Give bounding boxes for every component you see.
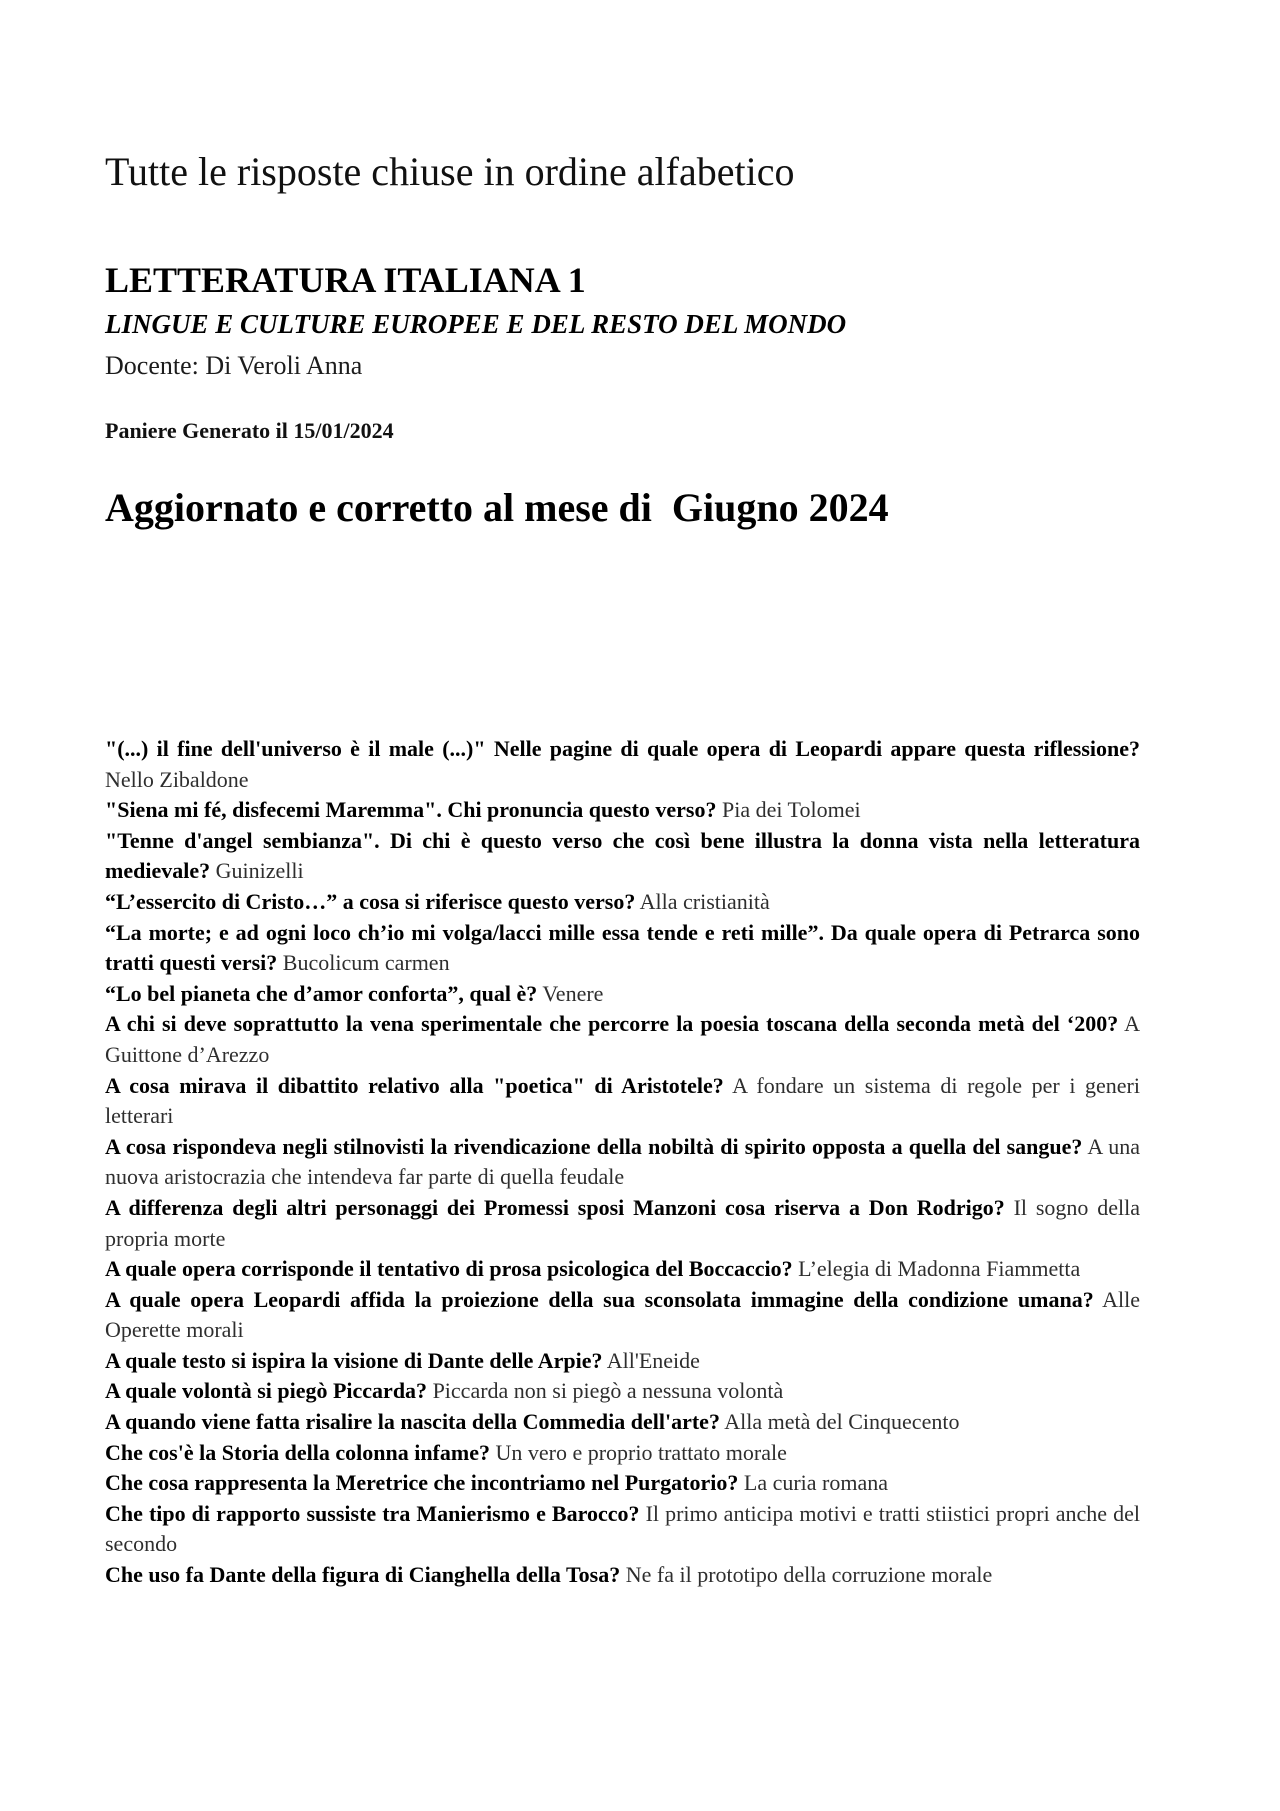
qa-item [105, 826, 1140, 887]
answer-text: A Guittone d’Arezzo [105, 1011, 1140, 1067]
question-text: "Siena mi fé, disfecemi Maremma". Chi pronuncia questo verso? [105, 797, 717, 823]
answer-text: Venere [542, 980, 604, 1006]
answer-text: Pia dei Tolomei [721, 797, 861, 823]
qa-item [105, 734, 1140, 795]
question-text: A quale volontà si piegò Piccarda? [105, 1378, 428, 1404]
question-text: A quale opera corrisponde il tentativo di prosa psicologica del Boccaccio? [105, 1256, 793, 1282]
qa-item [105, 1560, 1140, 1591]
qa-item [105, 979, 1140, 1010]
answer-text: A fondare un sistema di regole per i generi letterari [105, 1072, 1140, 1129]
question-text: A cosa mirava il dibattito relativo alla "poetica" di Aristotele? [105, 1072, 724, 1098]
question-text: A cosa rispondeva negli stilnovisti la rivendicazione della nobiltà di spirito opposta a quella del sangue? [105, 1133, 1083, 1159]
qa-item [105, 1376, 1140, 1407]
question-text: A quale opera Leopardi affida la proiezione della sua sconsolata immagine della condizione umana? [105, 1286, 1094, 1312]
question-text: Che cosa rappresenta la Meretrice che incontriamo nel Purgatorio? [105, 1470, 739, 1496]
question-text: A quale testo si ispira la visione di Dante delle Arpie? [105, 1347, 603, 1373]
qa-list [105, 734, 1140, 1591]
qa-item [105, 1132, 1140, 1193]
answer-text: Alla metà del Cinquecento [724, 1409, 960, 1435]
answer-text: Ne fa il prototipo della corruzione morale [625, 1562, 993, 1588]
question-text: Che tipo di rapporto sussiste tra Manierismo e Barocco? [105, 1500, 640, 1526]
answer-text: Bucolicum carmen [282, 950, 450, 976]
question-text: “L’essercito di Cristo…” a cosa si riferisce questo verso? [105, 888, 636, 914]
qa-item [105, 1438, 1140, 1469]
qa-item [105, 1009, 1140, 1070]
qa-item [105, 1285, 1140, 1346]
question-text: A quando viene fatta risalire la nascita della Commedia dell'arte? [105, 1409, 720, 1435]
question-text: A differenza degli altri personaggi dei Promessi sposi Manzoni cosa riserva a Don Rodrigo? [105, 1194, 1005, 1220]
qa-item [105, 795, 1140, 826]
qa-item [105, 1071, 1140, 1132]
qa-item [105, 887, 1140, 918]
answer-text: Nello Zibaldone [105, 766, 249, 792]
course-subtitle: LINGUE E CULTURE EUROPEE E DEL RESTO DEL MONDO [105, 309, 847, 340]
qa-item [105, 1193, 1140, 1254]
question-text: “Lo bel pianeta che d’amor conforta”, qual è? [105, 980, 538, 1006]
qa-item [105, 1468, 1140, 1499]
qa-item [105, 1407, 1140, 1438]
answer-text: Piccarda non si piegò a nessuna volontà [432, 1378, 784, 1404]
answer-text: Il primo anticipa motivi e tratti stiistici propri anche del secondo [105, 1500, 1140, 1557]
question-text: Che cos'è la Storia della colonna infame? [105, 1439, 490, 1465]
qa-item [105, 1499, 1140, 1560]
question-text: “La morte; e ad ogni loco ch’io mi volga/lacci mille essa tende e reti mille”. Da quale opera di Petrarca sono tratti questi versi? [105, 919, 1140, 976]
answer-text: All'Eneide [606, 1347, 700, 1373]
answer-text: Alle Operette morali [105, 1286, 1140, 1343]
question-text: Che uso fa Dante della figura di Cianghella della Tosa? [105, 1562, 621, 1588]
course-title: LETTERATURA ITALIANA 1 [105, 260, 586, 300]
answer-text: A una nuova aristocrazia che intendeva far parte di quella feudale [105, 1133, 1140, 1190]
generated-date-line: Paniere Generato il 15/01/2024 [105, 417, 394, 443]
page-title: Tutte le risposte chiuse in ordine alfabetico [105, 149, 795, 194]
answer-text: La curia romana [743, 1470, 889, 1496]
qa-item [105, 1346, 1140, 1377]
question-text: "Tenne d'angel sembianza". Di chi è questo verso che così bene illustra la donna vista nella letteratura medievale? [105, 827, 1140, 884]
qa-item [105, 918, 1140, 979]
question-text: "(...) il fine dell'universo è il male (...)" Nelle pagine di quale opera di Leopardi appare questa riflessione? [105, 736, 1140, 762]
teacher-line: Docente: Di Veroli Anna [105, 351, 363, 381]
qa-item [105, 1254, 1140, 1285]
question-text: A chi si deve soprattutto la vena sperimentale che percorre la poesia toscana della seconda metà del ‘200? [105, 1011, 1119, 1037]
answer-text: Alla cristianità [639, 888, 770, 914]
answer-text: L’elegia di Madonna Fiammetta [798, 1256, 1081, 1282]
answer-text: Il sogno della propria morte [105, 1194, 1140, 1251]
answer-text: Guinizelli [215, 858, 304, 884]
updated-heading: Aggiornato e corretto al mese di Giugno 2024 [105, 485, 889, 531]
answer-text: Un vero e proprio trattato morale [495, 1439, 787, 1465]
